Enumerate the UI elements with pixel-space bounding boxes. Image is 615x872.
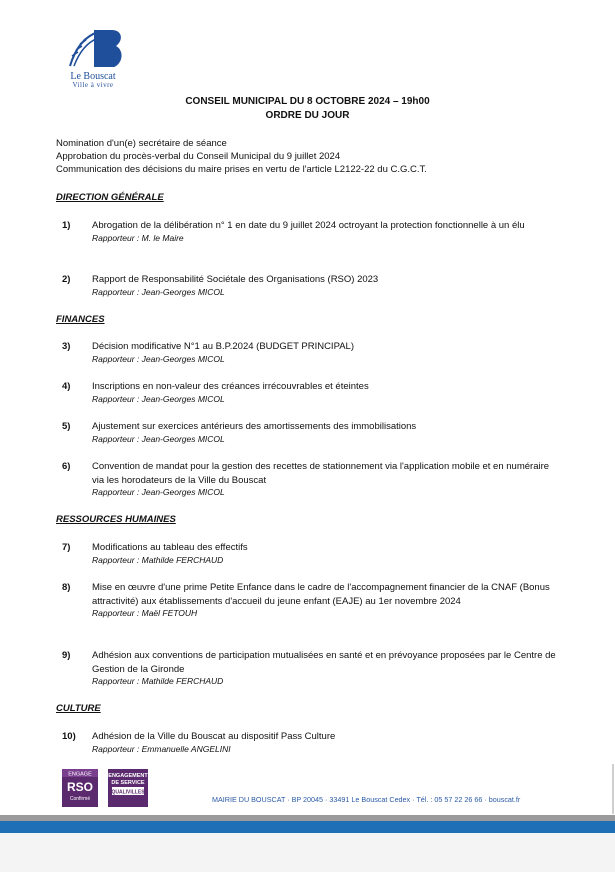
item-number: 9) [62, 650, 71, 661]
item-number: 1) [62, 220, 71, 231]
item-rapporteur: Rapporteur : Jean-Georges MICOL [92, 487, 225, 497]
scrollbar-edge[interactable] [612, 764, 614, 814]
meeting-title: CONSEIL MUNICIPAL DU 8 OCTOBRE 2024 – 19h00 [185, 96, 430, 107]
item-rapporteur: Rapporteur : Maël FETOUH [92, 608, 198, 618]
item-number: 2) [62, 274, 71, 285]
agenda-item [62, 460, 557, 498]
item-number: 8) [62, 582, 71, 593]
engagement-text-3: QUALIVILLES [111, 789, 145, 796]
item-rapporteur: Rapporteur : Jean-Georges MICOL [92, 393, 225, 404]
item-text: Convention de mandat pour la gestion des recettes de stationnement via l'application mobile et en numéraire via les horodateurs de la Ville du Bouscat [92, 461, 550, 486]
item-rapporteur: Rapporteur : Emmanuelle ANGELINI [92, 743, 231, 754]
item-text: Adhésion aux conventions de participation mutualisées en santé et en prévoyance proposées par le Centre de Gestion de la Gironde [92, 650, 556, 675]
item-text: Décision modificative N°1 au B.P.2024 (BUDGET PRINCIPAL) [92, 341, 354, 352]
agenda-item [62, 380, 557, 405]
engagement-text-2: DE SERVICE [111, 780, 145, 786]
item-number: 6) [62, 461, 71, 472]
section-heading-direction-generale: DIRECTION GÉNÉRALE [56, 192, 164, 203]
item-text: Modifications au tableau des effectifs [92, 542, 248, 553]
engagement-text-1: ENGAGEMENT [108, 773, 148, 779]
item-rapporteur: Rapporteur : Jean-Georges MICOL [92, 286, 225, 297]
agenda-item [62, 730, 557, 755]
agenda-item [62, 581, 557, 619]
agenda-item [62, 649, 557, 687]
rso-top-text: ENGAGE [68, 771, 92, 778]
agenda-item [62, 273, 557, 298]
section-heading-culture: CULTURE [56, 703, 101, 714]
agenda-title: ORDRE DU JOUR [265, 110, 350, 121]
rso-main-text: RSO [66, 780, 94, 794]
logo-tagline: Ville à vivre [72, 81, 114, 89]
qualivilles-badge [108, 769, 148, 807]
preliminary-item: Nomination d'un(e) secrétaire de séance [56, 138, 227, 149]
item-text: Abrogation de la délibération n° 1 en date du 9 juillet 2024 octroyant la protection fonctionnelle à un élu [92, 220, 525, 231]
item-rapporteur: Rapporteur : Mathilde FERCHAUD [92, 676, 224, 686]
item-text: Inscriptions en non-valeur des créances irrécouvrables et éteintes [92, 381, 369, 392]
item-rapporteur: Rapporteur : Jean-Georges MICOL [92, 353, 225, 364]
agenda-item [62, 219, 557, 244]
footer-address: MAIRIE DU BOUSCAT · BP 20045 · 33491 Le Bouscat Cedex · Tél. : 05 57 22 26 66 · bouscat.fr [212, 795, 521, 804]
item-number: 4) [62, 381, 71, 392]
section-heading-ressources-humaines: RESSOURCES HUMAINES [56, 514, 176, 525]
item-number: 5) [62, 421, 71, 432]
item-rapporteur: Rapporteur : M. le Maire [92, 232, 184, 243]
footer-stripe-blue [0, 821, 615, 833]
item-number: 7) [62, 542, 71, 553]
item-text: Ajustement sur exercices antérieurs des amortissements des immobilisations [92, 421, 417, 432]
item-number: 3) [62, 341, 71, 352]
rso-label-badge [62, 769, 98, 807]
preliminary-item: Communication des décisions du maire prises en vertu de l'article L2122-22 du C.G.C.T. [56, 164, 427, 175]
item-rapporteur: Rapporteur : Jean-Georges MICOL [92, 433, 225, 444]
rso-sub-text: Confirmé [69, 796, 91, 802]
item-text: Mise en œuvre d'une prime Petite Enfance dans le cadre de l'accompagnement financier de la CNAF (Bonus attractivité) aux établissements d'accueil du jeune enfant (EAJE) au 1er novembre 2024 [92, 582, 550, 607]
agenda-item [62, 340, 557, 365]
item-number: 10) [62, 731, 76, 742]
agenda-item [62, 420, 557, 445]
item-text: Rapport de Responsabilité Sociétale des Organisations (RSO) 2023 [92, 274, 379, 285]
logo-name: Le Bouscat [70, 71, 116, 82]
preliminary-item: Approbation du procès-verbal du Conseil Municipal du 9 juillet 2024 [56, 151, 341, 162]
item-text: Adhésion de la Ville du Bouscat au dispositif Pass Culture [92, 731, 336, 742]
section-heading-finances: FINANCES [56, 314, 105, 325]
agenda-item [62, 541, 557, 566]
logo-wordmark [62, 72, 124, 90]
item-rapporteur: Rapporteur : Mathilde FERCHAUD [92, 554, 224, 565]
